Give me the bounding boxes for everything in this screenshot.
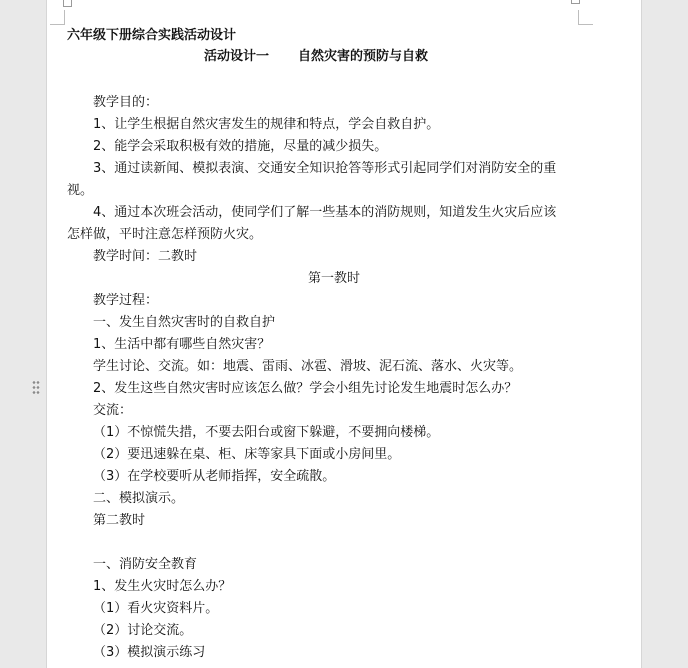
page-resize-handle-left[interactable] bbox=[63, 0, 72, 7]
paragraph-line: 4、通过本次班会活动，使同学们了解一些基本的消防规则，知道发生火灾后应该 bbox=[93, 205, 557, 220]
paragraph-line: 学生讨论、交流。如：地震、雷雨、冰雹、滑坡、泥石流、落水、火灾等。 bbox=[93, 359, 523, 374]
activity-title: 自然灾害的预防与自救 bbox=[298, 49, 429, 64]
paragraph-line: 1、发生火灾时怎么办？ bbox=[93, 579, 232, 594]
paragraph-line: 二、模拟演示。 bbox=[93, 491, 185, 506]
paragraph-line: 1、让学生根据自然灾害发生的规律和特点，学会自救自护。 bbox=[93, 117, 440, 132]
paragraph-line: 交流： bbox=[93, 403, 133, 418]
paragraph-line: （2）要迅速躲在桌、柜、床等家具下面或小房间里。 bbox=[93, 447, 401, 462]
paragraph-line: （3）模拟演示练习 bbox=[93, 645, 206, 660]
paragraph-line: 教学时间：二教时 bbox=[93, 249, 198, 264]
margin-corner-top-right bbox=[578, 10, 593, 25]
activity-label: 活动设计一 bbox=[204, 49, 270, 64]
paragraph-line: 2、能学会采取积极有效的措施，尽量的减少损失。 bbox=[93, 139, 388, 154]
paragraph-line: 3、通过读新闻、模拟表演、交通安全知识抢答等形式引起同学们对消防安全的重 bbox=[93, 161, 557, 176]
paragraph-line: （3）在学校要听从老师指挥，安全疏散。 bbox=[93, 469, 336, 484]
paragraph-line: 2、发生这些自然灾害时应该怎么做？学会小组先讨论发生地震时怎么办？ bbox=[93, 381, 518, 396]
paragraph-line: 教学目的： bbox=[93, 95, 159, 110]
margin-corner-top-left bbox=[50, 10, 65, 25]
page-resize-handle-right[interactable] bbox=[571, 0, 580, 4]
paragraph-line: （2）讨论交流。 bbox=[93, 623, 193, 638]
section-heading: 第一教时 bbox=[308, 271, 361, 286]
paragraph-line: 教学过程： bbox=[93, 293, 159, 308]
header-title: 六年级下册综合实践活动设计 bbox=[67, 28, 237, 43]
paragraph-line: 视。 bbox=[67, 183, 94, 198]
paragraph-line: （1）不惊慌失措，不要去阳台或窗下躲避，不要拥向楼梯。 bbox=[93, 425, 440, 440]
paragraph-line: 1、生活中都有哪些自然灾害？ bbox=[93, 337, 271, 352]
paragraph-line: 怎样做，平时注意怎样预防火灾。 bbox=[67, 227, 263, 242]
paragraph-line: 一、消防安全教育 bbox=[93, 557, 198, 572]
paragraph-line: 第二教时 bbox=[93, 513, 146, 528]
paragraph-line: 一、发生自然灾害时的自救自护 bbox=[93, 315, 276, 330]
paragraph-line: （1）看火灾资料片。 bbox=[93, 601, 219, 616]
drag-handle-icon[interactable] bbox=[32, 380, 40, 395]
